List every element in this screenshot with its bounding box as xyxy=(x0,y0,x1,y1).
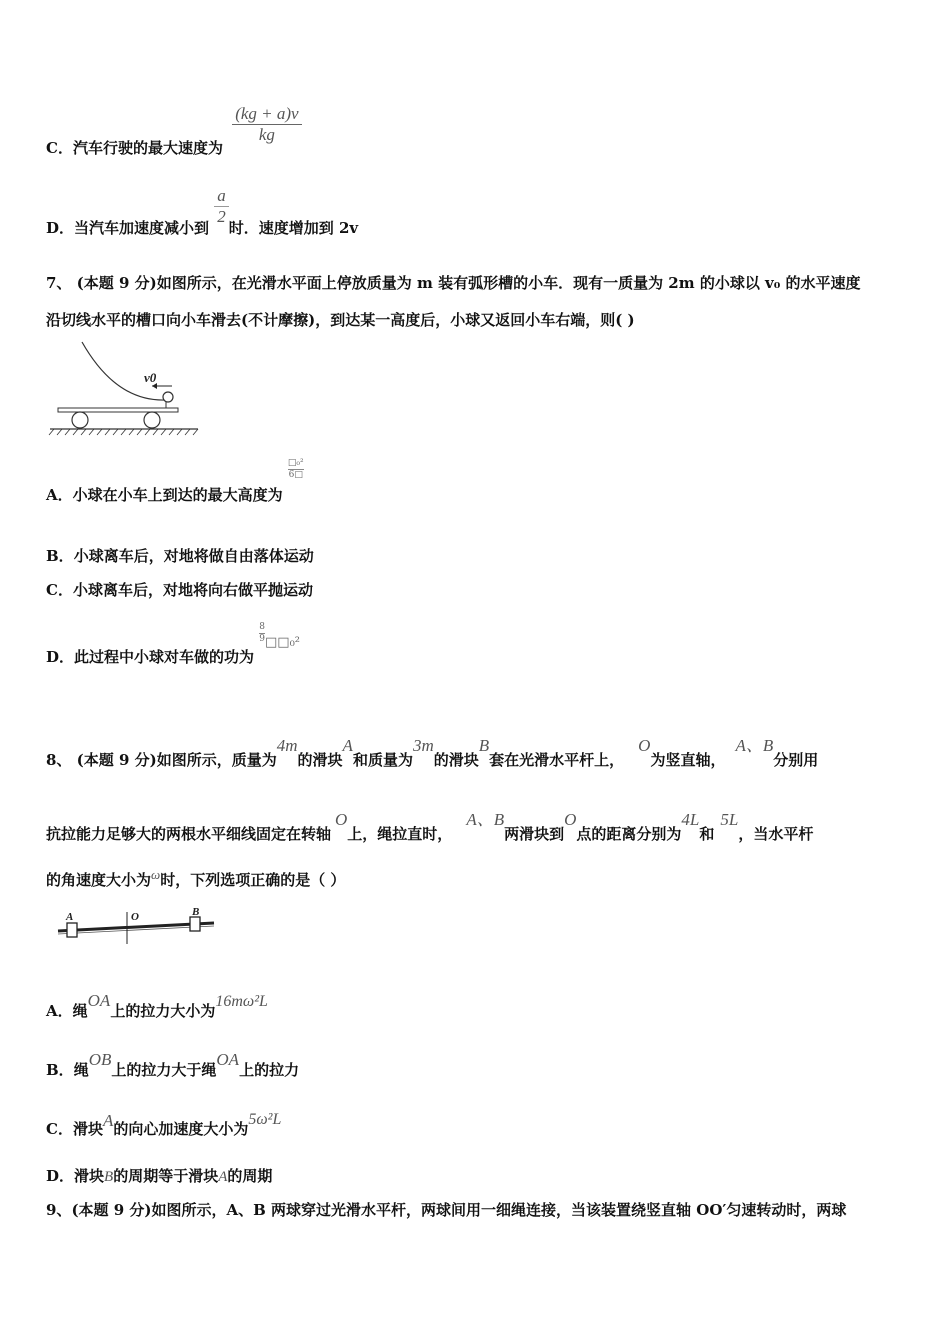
q7-d-text: 此过程中小球对车做的功为 xyxy=(74,648,255,666)
q7-b-label: B． xyxy=(46,547,74,565)
q8-l2-4L: 4L xyxy=(681,810,700,829)
q8-c-t1: 滑块 xyxy=(72,1120,103,1138)
q8-m2: 3m xyxy=(412,736,434,755)
q8-B: B xyxy=(478,736,490,755)
q6-d-label: D． xyxy=(46,218,75,237)
q8-l2-t5: ，当水平杆 xyxy=(738,825,814,843)
q8-omega: ω xyxy=(151,867,161,882)
slider-b xyxy=(190,917,200,931)
cart-body xyxy=(58,408,178,412)
q8-b-t1: 绳 xyxy=(73,1061,89,1079)
q8-l2-O2: O xyxy=(564,810,577,829)
q7-figure-cart xyxy=(46,340,206,438)
q8-d-t2: 的周期等于滑块 xyxy=(113,1167,219,1185)
wheel-left xyxy=(72,412,88,428)
q8-a-expr: 16mω²L xyxy=(215,993,268,1010)
q8-option-a xyxy=(46,991,268,1021)
q8-l2-he: 和 xyxy=(699,825,715,843)
q8-d-label: D． xyxy=(46,1167,75,1185)
q8-t3: 和质量为 xyxy=(352,751,413,769)
q7-d-frac-num: 8 xyxy=(259,622,265,632)
q8-t4: 的滑块 xyxy=(433,751,479,769)
q7-a-text: 小球在小车上到达的最大高度为 xyxy=(72,486,283,504)
fig-label-a: A xyxy=(66,911,74,923)
v0-label: v0 xyxy=(144,370,157,385)
q7-number: 7、 xyxy=(46,274,72,292)
q8-a-label: A． xyxy=(46,1002,73,1020)
q8-option-d xyxy=(46,1165,272,1186)
q8-line1 xyxy=(46,736,819,770)
q7-a-label: A． xyxy=(46,486,73,504)
q7-a-fraction xyxy=(288,458,304,481)
q6-option-d xyxy=(46,186,359,237)
q9-header xyxy=(46,1199,846,1220)
q7-header xyxy=(46,272,861,293)
q8-t7: 分别用 xyxy=(773,751,819,769)
q8-t6: 为竖直轴， xyxy=(650,751,726,769)
q8-l2-AB: A、B xyxy=(466,810,505,829)
q7-c-label: C． xyxy=(46,581,73,599)
q6-c-denominator: kg xyxy=(258,125,275,144)
q9-text: (本题 9 分)如图所示，A、B 两球穿过光滑水平杆，两球间用一细绳连接，当该装置绕竖直轴 OO′匀速转动时，两球 xyxy=(71,1201,847,1219)
q8-c-A: A xyxy=(102,1111,114,1130)
q7-b-text: 小球离车后，对地将做自由落体运动 xyxy=(73,547,314,565)
q6-d-text1: 当汽车加速度减小到 xyxy=(74,218,210,237)
q7-line2: 沿切线水平的槽口向小车滑去(不计摩擦)，到达某一高度后，小球又返回小车右端，则( ) xyxy=(46,311,635,329)
q7-option-b xyxy=(46,545,314,566)
q8-b-t3: 上的拉力 xyxy=(239,1061,300,1079)
q8-t5: 套在光滑水平杆上， xyxy=(489,751,625,769)
wheel-right xyxy=(144,412,160,428)
fig-label-o: O xyxy=(131,911,139,923)
q7-a-frac-den: 6□ xyxy=(288,470,303,480)
q7-option-a xyxy=(46,458,304,507)
q8-l3-t2: 时，下列选项正确的是（ ） xyxy=(160,871,346,889)
q8-A: A xyxy=(342,736,353,755)
q8-b-label: B． xyxy=(46,1061,74,1079)
q6-d-numerator: a xyxy=(214,186,229,207)
q7-a-frac-num: □₀² xyxy=(287,458,304,468)
q8-b-t2: 上的拉力大于绳 xyxy=(111,1061,217,1079)
q8-b-OB: OB xyxy=(88,1050,112,1069)
q6-option-c xyxy=(46,104,302,157)
q8-m1: 4m xyxy=(276,736,298,755)
q8-O: O xyxy=(638,736,651,755)
q8-option-b xyxy=(46,1050,300,1080)
q6-c-numerator: (kg + a)v xyxy=(232,104,301,125)
ball xyxy=(163,392,173,402)
q8-line3 xyxy=(46,869,345,890)
q6-d-text2: 时．速度增加到 2v xyxy=(228,218,359,237)
q8-d-A: A xyxy=(218,1169,228,1185)
q6-d-denominator: 2 xyxy=(217,207,226,226)
q7-header-text: (本题 9 分)如图所示，在光滑水平面上停放质量为 m 装有弧形槽的小车．现有一质量为 2m 的小球以 v₀ 的水平速度 xyxy=(76,274,861,292)
q8-c-expr: 5ω²L xyxy=(248,1111,282,1128)
fig-label-b: B xyxy=(192,906,200,918)
q8-option-c xyxy=(46,1111,282,1139)
q8-line2 xyxy=(46,810,814,844)
q7-c-text: 小球离车后，对地将向右做平抛运动 xyxy=(72,581,313,599)
slider-a xyxy=(67,923,77,937)
q8-d-t3: 的周期 xyxy=(227,1167,273,1185)
q6-c-text: 汽车行驶的最大速度为 xyxy=(72,138,223,157)
q7-d-expr: □□₀² xyxy=(265,635,300,650)
q8-a-OA: OA xyxy=(87,991,111,1010)
q8-l2-5L: 5L xyxy=(720,810,739,829)
q8-l3-t1: 的角速度大小为 xyxy=(46,871,152,889)
q6-c-label: C． xyxy=(46,138,73,157)
q7-option-c xyxy=(46,579,313,600)
q8-b-OA: OA xyxy=(216,1050,240,1069)
q8-figure-rod xyxy=(54,906,220,948)
q8-t2: 的滑块 xyxy=(297,751,343,769)
q8-d-t1: 滑块 xyxy=(74,1167,105,1185)
q8-c-t2: 的向心加速度大小为 xyxy=(113,1120,249,1138)
q8-a-t2: 上的拉力大小为 xyxy=(110,1002,216,1020)
q8-d-B: B xyxy=(104,1169,114,1185)
q6-c-fraction xyxy=(232,104,301,145)
q8-t1: (本题 9 分)如图所示，质量为 xyxy=(76,751,277,769)
q8-l2-O: O xyxy=(335,810,348,829)
q8-number: 8、 xyxy=(46,751,72,769)
q8-l2-t4: 点的距离分别为 xyxy=(576,825,682,843)
q8-AB: A、B xyxy=(735,736,774,755)
q8-l2-t3: 两滑块到 xyxy=(504,825,565,843)
q8-a-t1: 绳 xyxy=(72,1002,88,1020)
q8-l2-t1: 抗拉能力足够大的两根水平细线固定在转轴 xyxy=(46,825,332,843)
q7-option-d xyxy=(46,622,300,669)
q7-d-frac-den: 9 xyxy=(259,634,265,644)
q8-l2-t2: 上，绳拉直时， xyxy=(347,825,453,843)
q9-number: 9、 xyxy=(46,1201,72,1219)
q7-d-label: D． xyxy=(46,648,75,666)
q8-c-label: C． xyxy=(46,1120,73,1138)
q6-d-fraction xyxy=(214,186,229,227)
